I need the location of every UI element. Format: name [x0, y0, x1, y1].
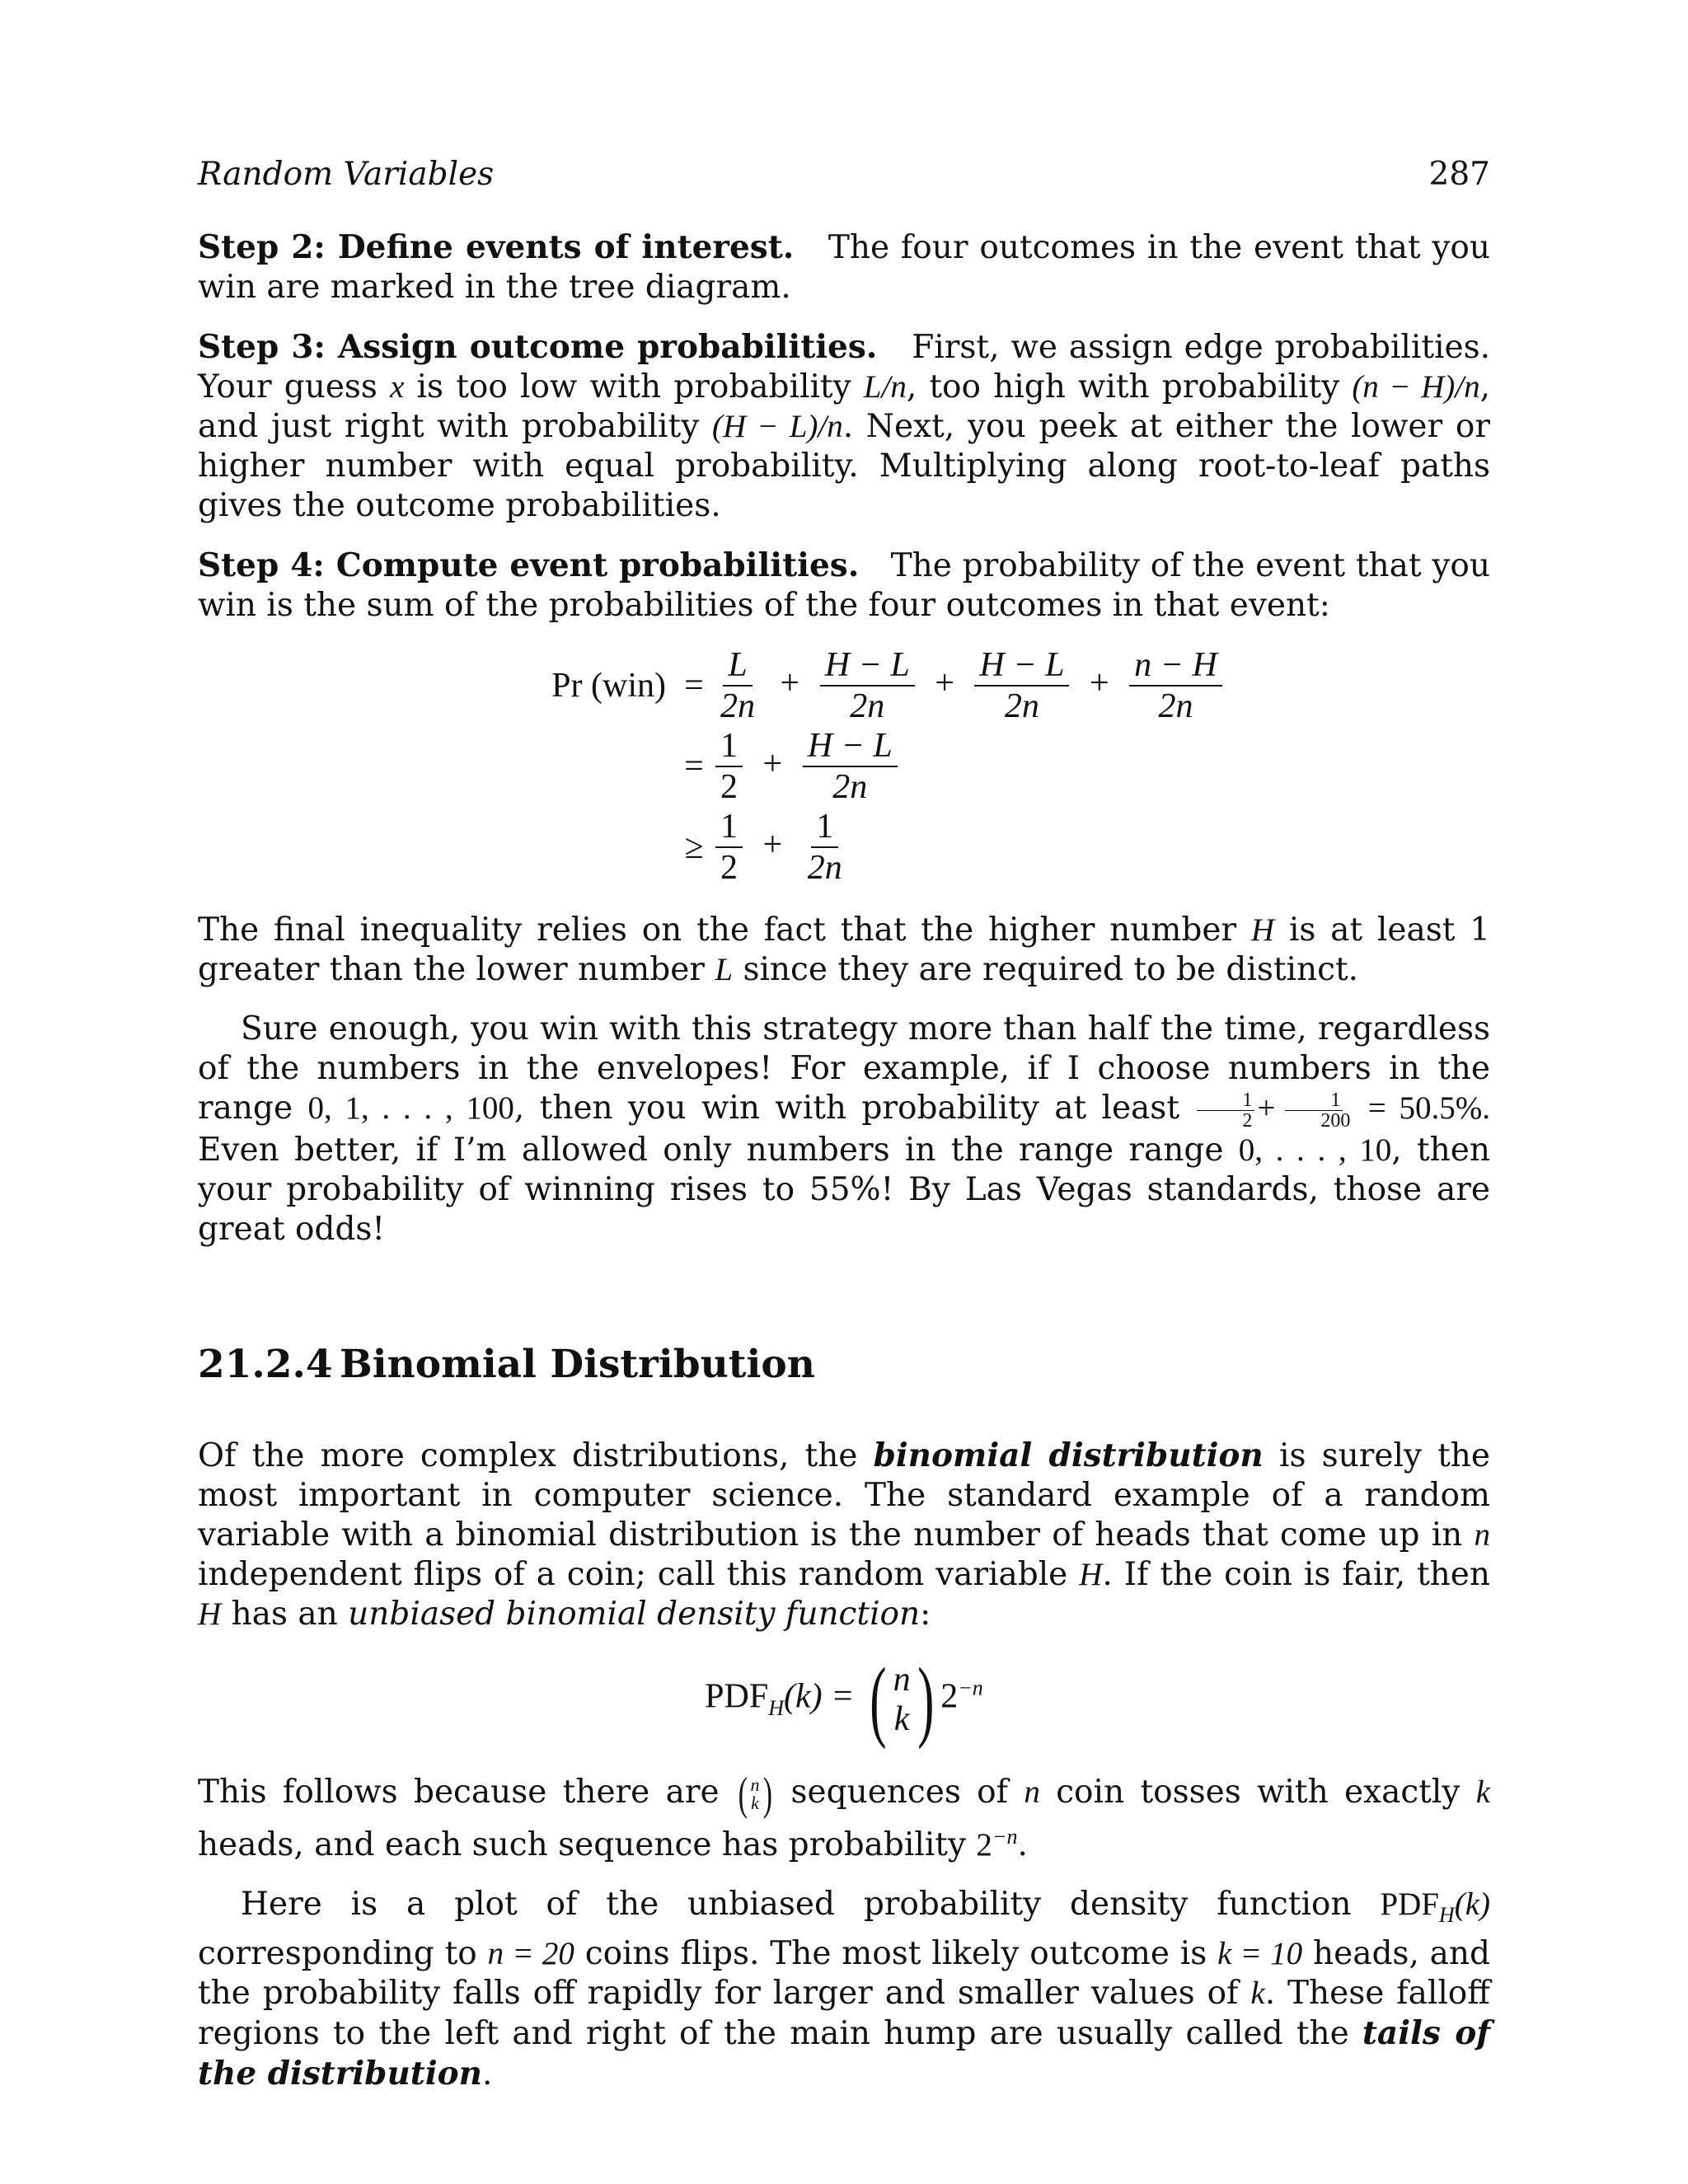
binomial-distribution-term: binomial distribution [873, 1436, 1264, 1474]
math-n-equals-20: n = 20 [487, 1936, 574, 1972]
power-base: 2 [940, 1677, 959, 1716]
probability-equation [198, 645, 1490, 888]
plot-text-2: corresponding to [198, 1935, 477, 1973]
step-3-text-2: is too low with probability [416, 368, 851, 405]
math-pdf: PDF [1380, 1886, 1439, 1922]
math-result: = 50.5%. [1367, 1090, 1490, 1126]
math-h: H [198, 1596, 222, 1632]
step-3-text-5: . Next, you peek at either the lower or higher number with equal probability. Multiplying along root-to-leaf paths gives the outcome probabilities. [198, 408, 1491, 524]
fraction-denominator: 2n [850, 687, 885, 725]
fraction-denominator: 2n [720, 687, 755, 725]
fraction-numerator: n − H [1129, 645, 1222, 687]
running-title: Random Variables [198, 156, 495, 193]
plus-sign: + [935, 663, 954, 702]
power-exponent: −n [958, 1675, 983, 1700]
math-n: n [1474, 1516, 1490, 1553]
plot-paragraph: Here is a plot of the unbiased probability density function $PDF_H(k)$ corresponding to n = 20 coins flips. The most likely outcome is k = 10 heads, and the probability falls off rapidly for larger and smaller values of k. These falloff regions to the left and right of the main hump are usually called the tails of the distribution. [198, 1885, 1491, 2093]
binomial-paragraph [198, 1436, 1490, 1634]
step-3-text-4: , and just right with probability [198, 368, 1491, 445]
pdf-label: PDF [705, 1677, 769, 1716]
final-text-3: since they are required to be distinct. [743, 951, 1359, 988]
plus-sign: + [780, 663, 800, 702]
equation-row-3 [198, 807, 1490, 888]
fraction [1129, 645, 1222, 726]
math-x: x [390, 369, 405, 405]
binomial-text-1: Of the more complex distributions, the [198, 1436, 858, 1474]
plus-sign: + [762, 825, 783, 864]
fraction-denominator: 2 [720, 849, 738, 887]
math-neg-n: −n [992, 1824, 1018, 1849]
section-title: Binomial Distribution [340, 1341, 815, 1387]
fraction-numerator: H − L [820, 645, 915, 687]
math-n: n [1024, 1774, 1040, 1810]
pdf-equation [198, 1648, 1490, 1750]
step-3-text-1: First, we assign edge probabilities. Your guess [198, 329, 1490, 405]
sure-text-3: Even better, if I’m allowed only numbers in the range range [198, 1131, 1224, 1169]
math-k-equals-10: k = 10 [1217, 1936, 1303, 1972]
math-l-over-n: L/n [863, 369, 907, 405]
fraction-numerator: H − L [803, 726, 898, 767]
fraction [715, 726, 743, 807]
small-fraction-half: $\frac{1}{2}$ [1197, 1090, 1254, 1131]
small-fraction-200: $\frac{1}{200}$ [1278, 1090, 1350, 1131]
step-4-text: The probability of the event that you win is the sum of the probabilities of the four outcomes in that event: [198, 547, 1490, 624]
sure-enough-paragraph [198, 1010, 1490, 1249]
equation-row-2 [198, 726, 1490, 807]
unbiased-binomial-term: unbiased binomial density function [348, 1595, 921, 1633]
binomial-text-3: independent flips of a coin; call this random variable [198, 1555, 1068, 1593]
equation-lhs: Pr (win) [551, 667, 666, 705]
plus-sign: + [1257, 1090, 1276, 1126]
step-2-paragraph [198, 227, 1490, 307]
plus-sign: + [1089, 663, 1109, 702]
fraction [803, 726, 898, 807]
follows-text-3: coin tosses with exactly [1056, 1773, 1461, 1811]
fraction-numerator: 1 [811, 807, 838, 848]
page [198, 155, 1490, 2114]
sure-text-4: , then your probability of winning rises to 55%! By Las Vegas standards, those are great odds! [198, 1131, 1490, 1248]
math-h: H [1079, 1556, 1103, 1592]
equation-rhs-3 [712, 807, 851, 888]
fraction-denominator: 2n [832, 768, 868, 806]
step-2-heading: Step 2: Define events of interest. [198, 228, 795, 266]
final-text-2: is at least 1 greater than the lower number [198, 912, 1490, 988]
final-text-1: The final inequality relies on the fact that the higher number [198, 912, 1237, 949]
page-number: 287 [1428, 156, 1490, 193]
fraction [974, 645, 1069, 726]
binomial-text-2: is surely the most important in computer science. The standard example of a random variable with a binomial distribution is the number of heads that come up in [198, 1436, 1490, 1554]
step-2-text: The four outcomes in the event that you win are marked in the tree diagram. [198, 229, 1490, 306]
fraction-numerator: 1 [715, 807, 743, 848]
math-range-2: 0, . . . , 10 [1238, 1132, 1392, 1168]
plus-sign: + [762, 744, 783, 783]
math-range-1: 0, 1, . . . , 100 [307, 1090, 514, 1126]
sure-text-1: Sure enough, you win with this strategy more than half the time, regardless of the numbers in the envelopes! For example, if I choose numbers in the range [198, 1010, 1490, 1127]
math-h: H [1250, 912, 1275, 948]
pdf-subscript: H [768, 1695, 785, 1720]
fraction-denominator: 2n [807, 849, 842, 887]
equation-rhs-1 [712, 645, 1226, 726]
plot-text-3: coins flips. The most likely outcome is [584, 1935, 1207, 1973]
fraction [715, 645, 760, 726]
plot-text-1: Here is a plot of the unbiased probability density function [241, 1885, 1352, 1923]
fraction-denominator: 2n [1158, 687, 1193, 725]
pdf-argument: (k) = [784, 1677, 855, 1716]
math-h-minus-l-over-n: (H − L)/n [712, 409, 843, 444]
fraction-numerator: L [723, 645, 752, 687]
follows-text-2: sequences of [790, 1773, 1009, 1811]
equation-relation: = [684, 748, 704, 785]
equation-relation: = [684, 667, 704, 705]
equation-row-1 [198, 645, 1490, 726]
sure-text-2: , then you win with probability at least [513, 1090, 1179, 1127]
plot-text-5: . These falloff regions to the left and right of the main hump are usually called the [198, 1975, 1490, 2053]
binomial-text-5: has an [231, 1595, 338, 1633]
tails-term: tails of the distribution [198, 2014, 1490, 2093]
fraction [820, 645, 915, 726]
follows-text-1: This follows because there are [198, 1773, 720, 1811]
math-n-minus-h-over-n: (n − H)/n [1352, 369, 1480, 405]
final-inequality-paragraph [198, 911, 1490, 990]
step-3-text-3: , too high with probability [906, 368, 1340, 405]
math-k: k [1250, 1975, 1265, 2012]
binomial-text-6: : [920, 1595, 931, 1633]
follows-paragraph: This follows because there are ( n k ) sequences of n coin tosses with exactly k heads, and each such sequence has probability $2^{-n}$. [198, 1768, 1490, 1863]
fraction-denominator: 2 [720, 768, 738, 806]
step-4-heading: Step 4: Compute event probabilities. [198, 546, 860, 584]
fraction [715, 807, 743, 888]
math-l: L [715, 952, 734, 987]
fraction [803, 807, 847, 888]
equation-relation: ≥ [684, 828, 704, 866]
section-heading [198, 1340, 1490, 1390]
plot-text-4: heads, and the probability falls off rapidly for larger and smaller values of [198, 1935, 1491, 2013]
binomial-text-4: . If the coin is fair, then [1102, 1555, 1491, 1593]
step-3-heading: Step 3: Assign outcome probabilities. [198, 328, 878, 366]
math-two: 2 [976, 1826, 992, 1863]
fraction-denominator: 2n [1004, 687, 1039, 725]
fraction-numerator: H − L [974, 645, 1069, 687]
fraction-numerator: 1 [715, 726, 743, 767]
step-4-paragraph [198, 546, 1490, 626]
math-k: k [1475, 1774, 1490, 1810]
running-header [198, 155, 1490, 194]
follows-text-4: heads, and each such sequence has probability [198, 1825, 967, 1863]
equation-rhs-2 [712, 726, 901, 807]
binomial-coefficient: ( n k ) [870, 1648, 935, 1750]
step-3-paragraph [198, 327, 1490, 526]
inline-binomial-coefficient: ( n k ) [738, 1768, 772, 1820]
section-number: 21.2.4 [198, 1341, 333, 1387]
